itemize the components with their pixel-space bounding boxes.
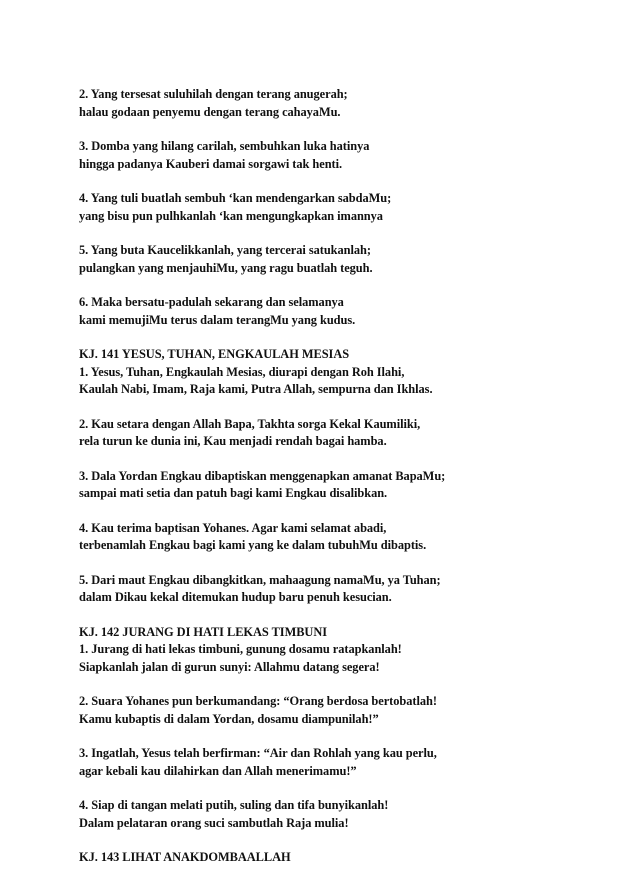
verse-block	[79, 745, 619, 780]
verse-line: yang bisu pun pulhkanlah ‘kan mengungkapkan imannya	[79, 208, 383, 223]
hymn-title: KJ. 143 LIHAT ANAKDOMBAALLAH	[79, 850, 291, 864]
verse-line: Siapkanlah jalan di gurun sunyi: Allahmu datang segera!	[79, 659, 380, 674]
verse-block	[79, 138, 619, 173]
verse-line: 4. Yang tuli buatlah sembuh ‘kan mendengarkan sabdaMu;	[79, 191, 392, 205]
verse-line: Kaulah Nabi, Imam, Raja kami, Putra Allah, sempurna dan Ikhlas.	[79, 382, 433, 396]
verse-line: 1. Yesus, Tuhan, Engkaulah Mesias, diurapi dengan Roh Ilahi,	[79, 364, 405, 379]
verse-block	[79, 797, 619, 832]
verse-line: sampai mati setia dan patuh bagi kami Engkau disalibkan.	[79, 486, 388, 500]
verse-line: rela turun ke dunia ini, Kau menjadi rendah bagai hamba.	[79, 434, 387, 448]
document-body	[79, 86, 619, 884]
hymn-section	[79, 346, 619, 399]
verse-line: halau godaan penyemu dengan terang cahayaMu.	[79, 104, 341, 119]
verse-line: Kamu kubaptis di dalam Yordan, dosamu diampunilah!”	[79, 711, 379, 726]
verse-line: 3. Dala Yordan Engkau dibaptiskan menggenapkan amanat BapaMu;	[79, 468, 446, 483]
hymn-section	[79, 624, 619, 677]
verse-block	[79, 572, 619, 607]
verse-line: dalam Dikau kekal ditemukan hudup baru penuh kesucian.	[79, 590, 392, 604]
verse-line: 1. Jurang di hati lekas timbuni, gunung dosamu ratapkanlah!	[79, 642, 402, 656]
verse-block	[79, 693, 619, 728]
verse-block	[79, 468, 619, 503]
verse-block	[79, 242, 619, 277]
verse-line: hingga padanya Kauberi damai sorgawi tak henti.	[79, 156, 343, 171]
verse-line: 4. Kau terima baptisan Yohanes. Agar kami selamat abadi,	[79, 520, 387, 535]
hymn-title: KJ. 142 JURANG DI HATI LEKAS TIMBUNI	[79, 624, 327, 639]
verse-line: 5. Yang buta Kaucelikkanlah, yang tercerai satukanlah;	[79, 243, 371, 257]
verse-line: Dalam pelataran orang suci sambutlah Raja mulia!	[79, 815, 349, 830]
verse-block	[79, 416, 619, 451]
verse-line: 2. Yang tersesat suluhilah dengan terang anugerah;	[79, 87, 348, 101]
verse-line: 2. Suara Yohanes pun berkumandang: “Orang berdosa bertobatlah!	[79, 694, 437, 708]
verse-line: 3. Ingatlah, Yesus telah berfirman: “Air dan Rohlah yang kau perlu,	[79, 746, 437, 760]
verse-block	[79, 86, 619, 121]
verse-line: agar kebali kau dilahirkan dan Allah menerimamu!”	[79, 763, 357, 778]
verse-block	[79, 520, 619, 555]
verse-block	[79, 294, 619, 329]
verse-line: 6. Maka bersatu-padulah sekarang dan selamanya	[79, 295, 344, 309]
verse-line: 4. Siap di tangan melati putih, suling dan tifa bunyikanlah!	[79, 798, 389, 812]
verse-line: terbenamlah Engkau bagi kami yang ke dalam tubuhMu dibaptis.	[79, 538, 427, 552]
verse-line: 2. Kau setara dengan Allah Bapa, Takhta sorga Kekal Kaumiliki,	[79, 416, 421, 431]
verse-line: kami memujiMu terus dalam terangMu yang kudus.	[79, 312, 356, 327]
verse-block	[79, 190, 619, 225]
hymn-title: KJ. 141 YESUS, TUHAN, ENGKAULAH MESIAS	[79, 347, 350, 361]
hymn-section	[79, 849, 619, 867]
verse-line: 5. Dari maut Engkau dibangkitkan, mahaagung namaMu, ya Tuhan;	[79, 572, 441, 587]
verse-line: 3. Domba yang hilang carilah, sembuhkan luka hatinya	[79, 139, 370, 153]
verse-line: pulangkan yang menjauhiMu, yang ragu buatlah teguh.	[79, 260, 373, 275]
